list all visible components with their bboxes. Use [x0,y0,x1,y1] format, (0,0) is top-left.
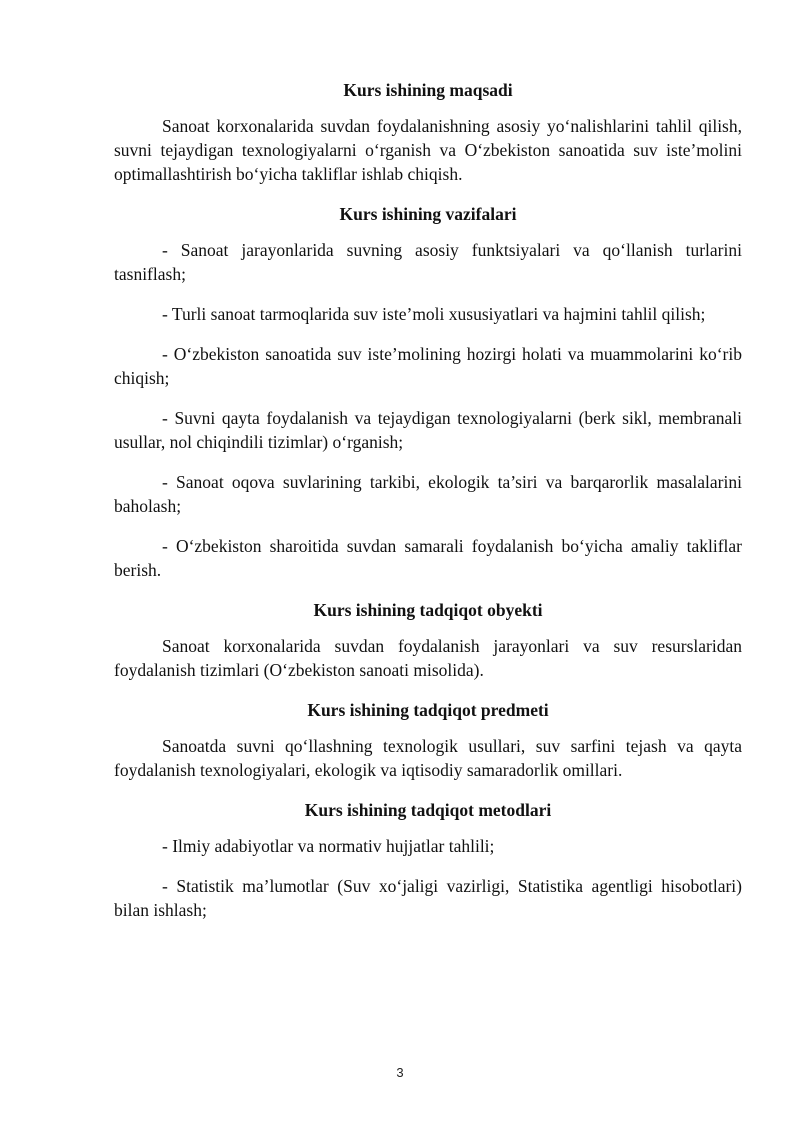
document-page [114,78,742,938]
list-item-vazifa: - Sanoat jarayonlarida suvning asosiy funktsiyalari va qo‘llanish turlarini tasniflash; [114,240,742,284]
section-heading-predmet: Kurs ishining tadqiqot predmeti [307,700,549,720]
list-item-vazifa: - Suvni qayta foydalanish va tejaydigan texnologiyalarni (berk sikl, membranali usullar, nol chiqindili tizimlar) o‘rganish; [114,408,742,452]
paragraph-predmet: Sanoatda suvni qo‘llashning texnologik usullari, suv sarfini tejash va qayta foydalanish texnologiyalari, ekologik va iqtisodiy samaradorlik omillari. [114,736,742,780]
section-heading-maqsad: Kurs ishining maqsadi [343,80,513,100]
list-item-vazifa: - O‘zbekiston sanoatida suv iste’molining hozirgi holati va muammolarini ko‘rib chiqish; [114,344,742,388]
section-heading-metodlar: Kurs ishining tadqiqot metodlari [304,800,552,820]
section-heading-vazifalar: Kurs ishining vazifalari [339,204,517,224]
section-heading-obyekt: Kurs ishining tadqiqot obyekti [313,600,543,620]
list-item-metod: - Statistik ma’lumotlar (Suv xo‘jaligi vazirligi, Statistika agentligi hisobotlari) bilan ishlash; [114,876,742,920]
paragraph-obyekt: Sanoat korxonalarida suvdan foydalanish jarayonlari va suv resurslaridan foydalanish tizimlari (O‘zbekiston sanoati misolida). [114,636,742,680]
list-item-metod: - Ilmiy adabiyotlar va normativ hujjatlar tahlili; [162,836,495,856]
list-item-vazifa: - Turli sanoat tarmoqlarida suv iste’moli xususiyatlari va hajmini tahlil qilish; [162,304,706,324]
paragraph-maqsad: Sanoat korxonalarida suvdan foydalanishning asosiy yo‘nalishlarini tahlil qilish, suvni tejaydigan texnologiyalarni o‘rganish va O‘zbekiston sanoatida suv iste’molini optimallashtirish bo‘yicha takliflar ishlab chiqish. [114,116,742,184]
list-item-vazifa: - Sanoat oqova suvlarining tarkibi, ekologik ta’siri va barqarorlik masalalarini baholash; [114,472,742,516]
list-item-vazifa: - O‘zbekiston sharoitida suvdan samarali foydalanish bo‘yicha amaliy takliflar berish. [114,536,742,580]
page-number: 3 [396,1065,404,1080]
